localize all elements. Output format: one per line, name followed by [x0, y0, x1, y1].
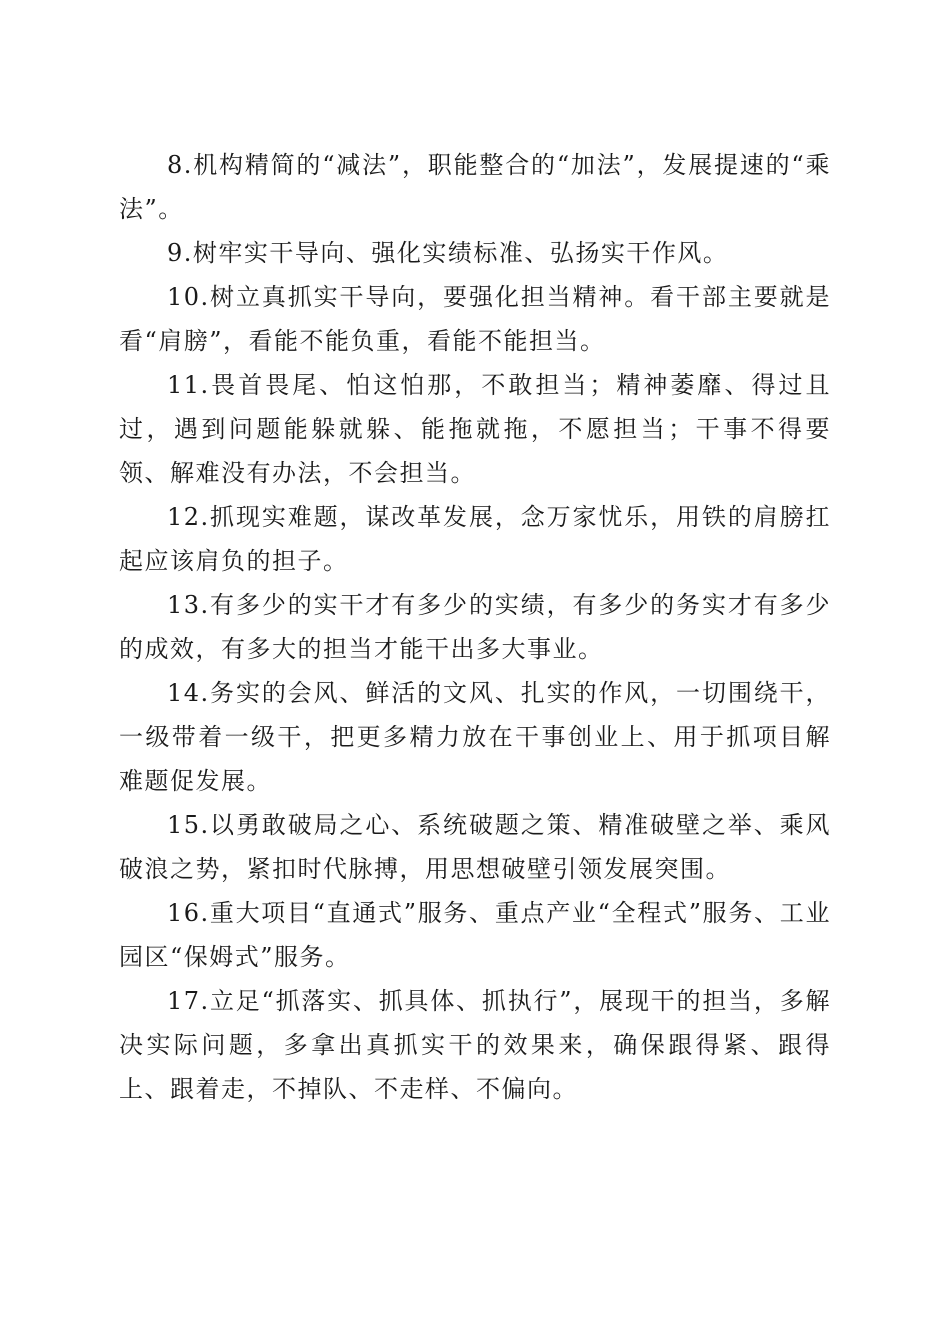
paragraph-16: 16.重大项目“直通式”服务、重点产业“全程式”服务、工业园区“保姆式”服务。 — [119, 899, 831, 971]
paragraph-11: 11.畏首畏尾、怕这怕那，不敢担当；精神萎靡、得过且过，遇到问题能躲就躲、能拖就拖，不愿担当；干事不得要领、解难没有办法，不会担当。 — [119, 371, 831, 487]
paragraph-13: 13.有多少的实干才有多少的实绩，有多少的务实才有多少的成效，有多大的担当才能干出多大事业。 — [119, 591, 831, 663]
paragraph-10: 10.树立真抓实干导向，要强化担当精神。看干部主要就是看“肩膀”，看能不能负重，看能不能担当。 — [119, 283, 831, 355]
paragraph-14: 14.务实的会风、鲜活的文风、扎实的作风，一切围绕干，一级带着一级干，把更多精力放在干事创业上、用于抓项目解难题促发展。 — [119, 679, 831, 795]
paragraph-17: 17.立足“抓落实、抓具体、抓执行”，展现干的担当，多解决实际问题，多拿出真抓实干的效果来，确保跟得紧、跟得上、跟着走，不掉队、不走样、不偏向。 — [119, 987, 831, 1103]
paragraph-8: 8.机构精简的“减法”，职能整合的“加法”，发展提速的“乘法”。 — [119, 151, 831, 223]
paragraph-12: 12.抓现实难题，谋改革发展，念万家忧乐，用铁的肩膀扛起应该肩负的担子。 — [119, 503, 831, 575]
paragraph-15: 15.以勇敢破局之心、系统破题之策、精准破壁之举、乘风破浪之势，紧扣时代脉搏，用思想破壁引领发展突围。 — [119, 811, 831, 883]
document-body — [119, 143, 831, 1111]
paragraph-9: 9.树牢实干导向、强化实绩标准、弘扬实干作风。 — [167, 239, 729, 267]
